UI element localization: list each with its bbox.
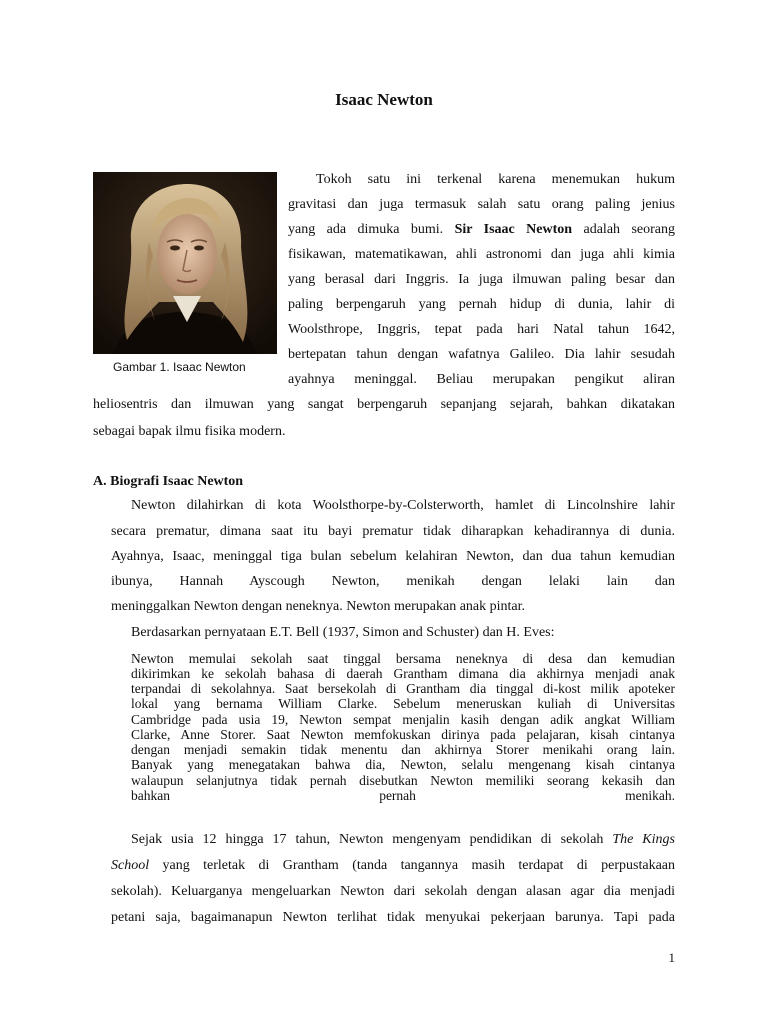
bio-para3-line-4: petani saja, bagaimanapun Newton terlihat tidak menyukai pekerjaan barunya. Tapi pada [111,910,675,925]
intro-line-9: ayahnya meninggal. Beliau merupakan pengikut aliran [288,372,675,387]
quote-line-3: terpandai di sekolahnya. Saat bersekolah di Grantham dia tinggal di-kost milik apoteker [131,681,675,696]
bio-para1-line-4: ibunya, Hannah Ayscough Newton, menikah dengan lelaki lain dan [111,574,675,589]
intro-line-2: gravitasi dan juga termasuk salah satu orang paling jenius [288,197,675,212]
bio-para1-line-3: Ayahnya, Isaac, meninggal tiga bulan sebelum kelahiran Newton, dan dua tahun kemudian [111,549,675,564]
document-title: Isaac Newton [335,90,433,109]
bio-para3-line-2: School yang terletak di Grantham (tanda tangannya masih terdapat di perpustakaan [111,858,675,873]
intro-line-3: yang ada dimuka bumi. Sir Isaac Newton adalah seorang [288,222,675,237]
quote-line-6: Clarke, Anne Storer. Saat Newton memfokuskan dirinya pada pelajaran, kisah cintanya [131,727,675,742]
quote-line-9: walaupun selanjutnya tidak pernah disebutkan Newton memiliki seorang kekasih dan [131,773,675,788]
quote-line-7: dengan menjadi semakin tidak menentu dan akhirnya Storer menikahi orang lain. [131,742,675,757]
intro-line-11: sebagai bapak ilmu fisika modern. [93,424,286,439]
intro-line-8: bertepatan tahun dengan wafatnya Galileo. Dia lahir sesudah [288,347,675,362]
section-heading-biografi: A. Biografi Isaac Newton [93,474,244,489]
quote-line-4: lokal yang bernama William Clarke. Sebelum meneruskan kuliah di Universitas [131,696,675,711]
bio-para1-line-5: meninggalkan Newton dengan neneknya. Newton merupakan anak pintar. [111,599,526,614]
intro-line-10: heliosentris dan ilmuwan yang sangat berpengaruh sepanjang sejarah, bahkan dikatakan [93,397,675,412]
bio-para3-line-1: Sejak usia 12 hingga 17 tahun, Newton mengenyam pendidikan di sekolah The Kings [131,832,675,847]
intro-line-6: paling berpengaruh yang pernah hidup di dunia, lahir di [288,297,675,312]
bio-para1-line-1: Newton dilahirkan di kota Woolsthorpe-by-Colsterworth, hamlet di Lincolnshire lahir [131,498,675,513]
bio-para3-line-3: sekolah). Keluarganya mengeluarkan Newton dari sekolah dengan alasan agar dia menjadi [111,884,675,899]
figure-caption: Gambar 1. Isaac Newton [113,360,246,374]
intro-line-7: Woolsthrope, Inggris, tepat pada hari Natal tahun 1642, [288,322,675,337]
newton-portrait-image [93,172,277,354]
bio-para1-line-2: secara prematur, dimana saat itu bayi prematur tidak diharapkan kehadirannya di dunia. [111,524,675,539]
intro-line-5: yang berasal dari Inggris. Ia juga ilmuwan paling besar dan [288,272,675,287]
quote-line-10: bahkan pernah menikah. [131,788,675,803]
intro-line-1: Tokoh satu ini terkenal karena menemukan hukum [316,172,675,187]
page-number: 1 [668,950,675,965]
intro-line-4: fisikawan, matematikawan, ahli astronomi dan juga ahli kimia [288,247,675,262]
quote-line-8: Banyak yang menegatakan bahwa dia, Newton, selalu mengenang kisah cintanya [131,757,675,772]
quote-line-1: Newton memulai sekolah saat tinggal bersama neneknya di desa dan kemudian [131,651,675,666]
quote-line-5: Cambridge pada usia 19, Newton sempat menjalin kasih dengan adik angkat William [131,712,675,727]
bio-para2: Berdasarkan pernyataan E.T. Bell (1937, Simon and Schuster) dan H. Eves: [131,625,555,640]
quote-line-2: dikirimkan ke sekolah bahasa di daerah Grantham dimana dia akhirnya menjadi anak [131,666,675,681]
newton-portrait-figure [93,172,277,354]
